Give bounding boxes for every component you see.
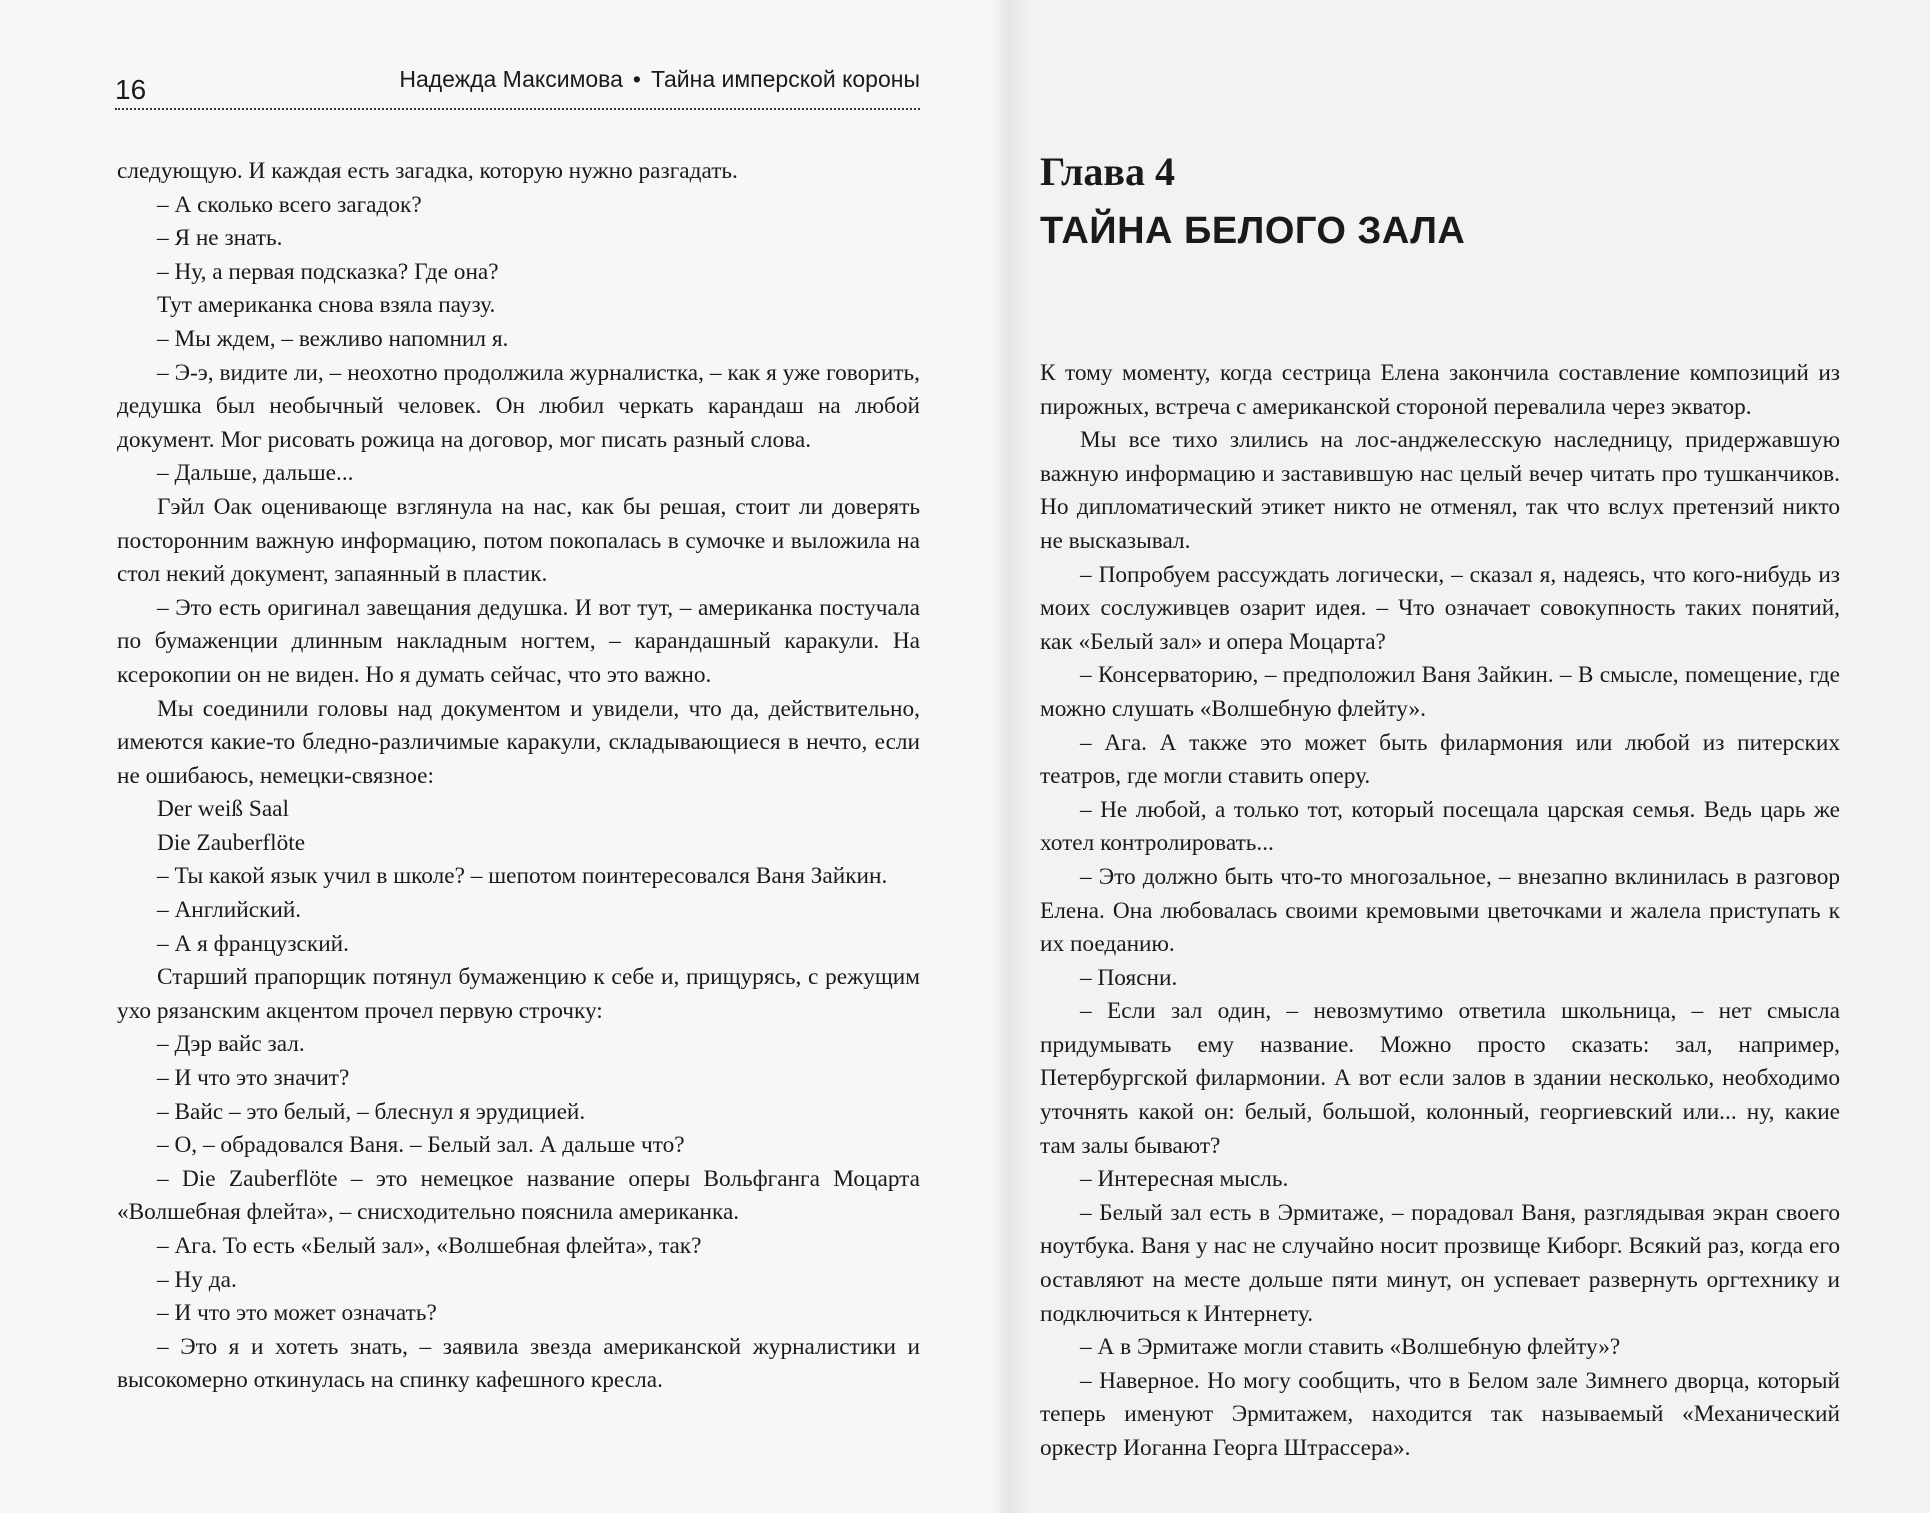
paragraph: Der weiß Saal [157,796,289,823]
paragraph: – Если зал один, – невозмутимо ответила школьница, – нет смысла придумывать ему название. Можно просто сказать: зал, например, Петербургской филармонии. А вот если залов в здании несколько, необходимо уточнять какой он: белый, большой, колонный, георгиевский или... ну, какие там залы бывают? [1040,998,1840,1159]
paragraph: – А в Эрмитаже могли ставить «Волшебную флейту»? [1080,1334,1621,1361]
paragraph: – Дэр вайс зал. [157,1031,305,1058]
header-author: Надежда Максимова [399,66,623,92]
paragraph: Die Zauberflöte [157,829,306,856]
paragraph: – Ну, а первая подсказка? Где она? [157,258,499,285]
header-book-title: Тайна имперской короны [650,66,920,92]
paragraph: – Ты какой язык учил в школе? – шепотом поинтересовался Ваня Зайкин. [157,863,888,890]
paragraph: – А я французский. [157,930,349,957]
paragraph: – Наверное. Но могу сообщить, что в Белом зале Зимнего дворца, который теперь именуют Эрмитажем, находится так называемый «Механический оркестр Иоганна Георга Штрассера». [1040,1367,1840,1461]
paragraph: – Мы ждем, – вежливо напомнил я. [157,325,509,352]
paragraph: – Попробуем рассуждать логически, – сказал я, надеясь, что кого-нибудь из моих сослуживцев озарит идея. – Что означает совокупность таких понятий, как «Белый зал» и опера Моцарта? [1040,561,1840,655]
left-page-text [117,155,920,1398]
paragraph: – Консерваторию, – предположил Ваня Зайкин. – В смысле, помещение, где можно слушать «Волшебную флейту». [1040,662,1840,722]
paragraph: – Не любой, а только тот, который посещала царская семья. Ведь царь же хотел контролировать... [1040,796,1840,857]
paragraph: – Это я и хотеть знать, – заявила звезда американской журналистики и высокомерно откинулась на спинку кафешного кресла. [117,1333,920,1394]
running-head [115,62,920,112]
header-dotted-rule [115,108,920,110]
paragraph: – Белый зал есть в Эрмитаже, – порадовал Ваня, разглядывая экран своего ноутбука. Ваня у нас не случайно носит прозвище Киборг. Всякий раз, когда его оставляют на месте дольше пяти минут, он успевает развернуть оргтехнику и подключиться к Интернету. [1040,1199,1840,1327]
paragraph: Мы соединили головы над документом и увидели, что да, действительно, имеются какие-то бледно-различимые каракули, складывающиеся в нечто, если не ошибаюсь, немецки-связное: [117,695,920,789]
paragraph: – О, – обрадовался Ваня. – Белый зал. А дальше что? [157,1132,685,1159]
paragraph: – И что это значит? [157,1065,350,1092]
paragraph: Старший прапорщик потянул бумаженцию к себе и, прищурясь, с режущим ухо рязанским акцентом прочел первую строчку: [117,964,920,1024]
paragraph: – Английский. [157,897,302,924]
paragraph: – Я не знать. [157,225,283,252]
paragraph: – Ну да. [157,1266,237,1293]
paragraph: Мы все тихо злились на лос-анджелесскую наследницу, придержавшую важную информацию и заставившую нас целый вечер читать про тушканчиков. Но дипломатический этикет никто не отменял, так что вслух претензий никто не высказывал. [1040,427,1840,554]
paragraph: – Die Zauberflöte – это немецкое название оперы Вольфганга Моцарта «Волшебная флейта», – снисходительно пояснила американка. [117,1165,920,1226]
paragraph: Тут американка снова взяла паузу. [157,292,496,319]
paragraph: Гэйл Оак оценивающе взглянула на нас, как бы решая, стоит ли доверять посторонним важную информацию, потом покопалась в сумочке и выложила на стол некий документ, запаянный в пластик. [117,493,920,588]
paragraph: – Это есть оригинал завещания дедушка. И вот тут, – американка постучала по бумаженции длинным накладным ногтем, – карандашный каракули. На ксерокопии он не виден. Но я думать сейчас, что это важно. [117,594,920,688]
paragraph: – Вайс – это белый, – блеснул я эрудицией. [157,1098,586,1125]
paragraph: – Ага. А также это может быть филармония или любой из питерских театров, где могли ставить оперу. [1040,729,1840,790]
paragraph: следующую. И каждая есть загадка, которую нужно разгадать. [117,158,738,184]
chapter-number: Глава 4 [1040,149,1175,194]
header-text [399,66,920,93]
paragraph: – Это должно быть что-то многозальное, – внезапно вклинилась в разговор Елена. Она любовалась своими кремовыми цветочками и жалела приступать к их поеданию. [1040,863,1840,958]
page-number: 16 [115,74,147,105]
header-separator: • [632,66,641,92]
chapter-title: ТАЙНА БЕЛОГО ЗАЛА [1040,210,1466,252]
paragraph: – И что это может означать? [157,1300,437,1327]
paragraph: К тому моменту, когда сестрица Елена закончила составление композиций из пирожных, встреча с американской стороной перевалила через экватор. [1040,360,1840,420]
paragraph: – Дальше, дальше... [157,460,354,487]
paragraph: – Ага. То есть «Белый зал», «Волшебная флейта», так? [157,1233,702,1259]
paragraph: – Э-э, видите ли, – неохотно продолжила журналистка, – как я уже говорить, дедушка был необычный человек. Он любил черкать карандаш на любой документ. Мог рисовать рожица на договор, мог писать разный слова. [117,359,920,453]
right-page-text [1040,357,1840,1466]
paragraph: – А сколько всего загадок? [157,191,422,218]
book-gutter [990,0,1030,1513]
paragraph: – Поясни. [1080,964,1178,991]
paragraph: – Интересная мысль. [1080,1166,1289,1193]
